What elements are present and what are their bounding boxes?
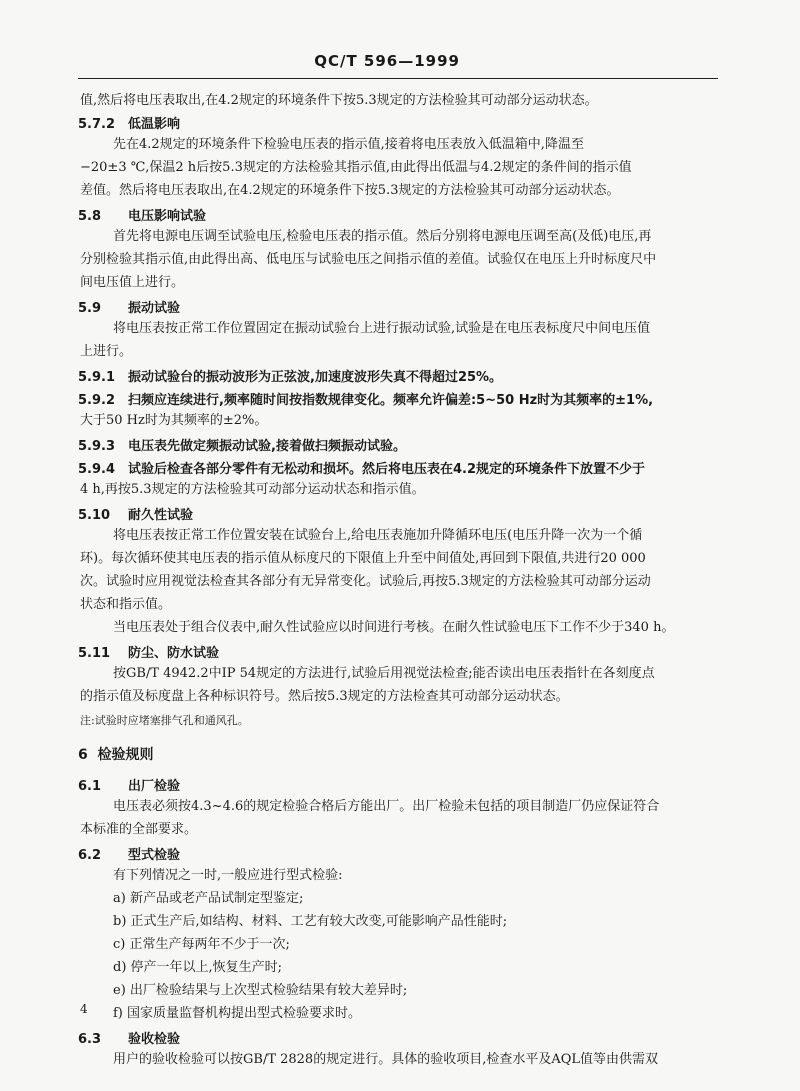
text-line: 按GB/T 4942.2中IP 54规定的方法进行,试验后用视觉法检查;能否读出电压表指针在各刻度点	[113, 666, 655, 681]
section-number: 5.9.4	[78, 462, 116, 477]
section-title: 验收检验	[128, 1032, 181, 1047]
text-line: 先在4.2规定的环境条件下检验电压表的指示值,接着将电压表放入低温箱中,降温至	[113, 137, 584, 152]
chapter-title: 检验规则	[97, 747, 154, 763]
text-line: 本标准的全部要求。	[80, 822, 198, 837]
text-line: a) 新产品或老产品试制定型鉴定;	[113, 891, 304, 906]
section-title: 低温影响	[128, 117, 181, 132]
chapter-6-heading	[78, 744, 154, 764]
section-heading	[78, 389, 653, 408]
text-line: f) 国家质量监督机构提出型式检验要求时。	[113, 1006, 362, 1021]
section-heading	[78, 435, 406, 454]
section-heading	[78, 113, 180, 132]
section-number: 5.10	[78, 508, 111, 523]
section-number: 5.9.3	[78, 439, 116, 454]
text-line: 用户的验收检验可以按GB/T 2828的规定进行。具体的验收项目,检查水平及AQL值等由供需双	[113, 1052, 659, 1067]
text-line: 环)。每次循环使其电压表的指示值从标度尺的下限值上升至中间值处,再回到下限值,共进行20 000	[80, 551, 646, 566]
section-heading	[78, 504, 193, 523]
section-heading	[78, 1028, 180, 1047]
section-title: 振动试验台的振动波形为正弦波,加速度波形失真不得超过25%。	[128, 370, 503, 385]
section-title: 防尘、防水试验	[128, 646, 220, 661]
section-number: 6.1	[78, 779, 102, 794]
text-line: d) 停产一年以上,恢复生产时;	[113, 960, 283, 975]
section-number: 5.11	[78, 646, 111, 661]
text-line: 将电压表按正常工作位置固定在振动试验台上进行振动试验,试验是在电压表标度尺中间电压值	[113, 321, 651, 336]
section-number: 6.3	[78, 1032, 102, 1047]
text-line: 间电压值上进行。	[80, 275, 185, 290]
section-number: 5.7.2	[78, 117, 116, 132]
text-line: c) 正常生产每两年不少于一次;	[113, 937, 290, 952]
text-line: 首先将电源电压调至试验电压,检验电压表的指示值。然后分别将电源电压调至高(及低)电压,再	[113, 229, 652, 244]
section-title: 扫频应连续进行,频率随时间按指数规律变化。频率允许偏差:5~50 Hz时为其频率的±1%,	[128, 393, 654, 408]
note-line: 注:试验时应堵塞排气孔和通风孔。	[80, 714, 249, 727]
section-number: 5.8	[78, 209, 102, 224]
text-line: b) 正式生产后,如结构、材料、工艺有较大改变,可能影响产品性能时;	[113, 914, 508, 929]
text-line: 值,然后将电压表取出,在4.2规定的环境条件下按5.3规定的方法检验其可动部分运动状态。	[80, 93, 598, 108]
section-title: 电压影响试验	[128, 209, 207, 224]
text-line: e) 出厂检验结果与上次型式检验结果有较大差异时;	[113, 983, 408, 998]
text-line: 大于50 Hz时为其频率的±2%。	[80, 413, 268, 428]
section-title: 耐久性试验	[128, 508, 194, 523]
text-line: 分别检验其指示值,由此得出高、低电压与试验电压之间指示值的差值。试验仅在电压上升时标度尺中	[80, 252, 657, 267]
text-line: 有下列情况之一时,一般应进行型式检验:	[113, 868, 343, 883]
text-line: 电压表必须按4.3~4.6的规定检验合格后方能出厂。出厂检验未包括的项目制造厂仍应保证符合	[113, 799, 660, 814]
section-heading	[78, 366, 502, 385]
text-line: −20±3 ℃,保温2 h后按5.3规定的方法检验其指示值,由此得出低温与4.2规定的条件间的指示值	[80, 160, 632, 175]
section-title: 出厂检验	[128, 779, 181, 794]
text-line: 将电压表按正常工作位置安装在试验台上,给电压表施加升降循环电压(电压升降一次为一个循	[113, 528, 643, 543]
section-number: 5.9.1	[78, 370, 116, 385]
section-title: 电压表先做定频振动试验,接着做扫频振动试验。	[128, 439, 406, 454]
text-line: 4 h,再按5.3规定的方法检验其可动部分运动状态和指示值。	[80, 482, 425, 497]
chapter-number: 6	[78, 747, 88, 763]
page-number: 4	[80, 1002, 88, 1016]
text-line: 的指示值及标度盘上各种标识符号。然后按5.3规定的方法检查其可动部分运动状态。	[80, 689, 569, 704]
section-number: 5.9.2	[78, 393, 116, 408]
section-title: 振动试验	[128, 301, 181, 316]
section-title: 试验后检查各部分零件有无松动和损坏。然后将电压表在4.2规定的环境条件下放置不少于	[128, 462, 646, 477]
section-heading	[78, 844, 180, 863]
section-title: 型式检验	[128, 848, 181, 863]
header-rule	[78, 78, 718, 79]
document-code-header: QC/T 596—1999	[314, 52, 460, 70]
text-line: 差值。然后将电压表取出,在4.2规定的环境条件下按5.3规定的方法检验其可动部分运动状态。	[80, 183, 620, 198]
section-heading	[78, 775, 180, 794]
section-heading	[78, 205, 206, 224]
section-heading	[78, 458, 645, 477]
text-line: 次。试验时应用视觉法检查其各部分有无异常变化。试验后,再按5.3规定的方法检验其可动部分运动	[80, 574, 651, 589]
section-heading	[78, 297, 180, 316]
text-line: 上进行。	[80, 344, 133, 359]
section-number: 5.9	[78, 301, 102, 316]
text-line: 当电压表处于组合仪表中,耐久性试验应以时间进行考核。在耐久性试验电压下工作不少于340 h。	[113, 620, 675, 635]
text-line: 状态和指示值。	[80, 597, 172, 612]
section-number: 6.2	[78, 848, 102, 863]
section-heading	[78, 642, 219, 661]
